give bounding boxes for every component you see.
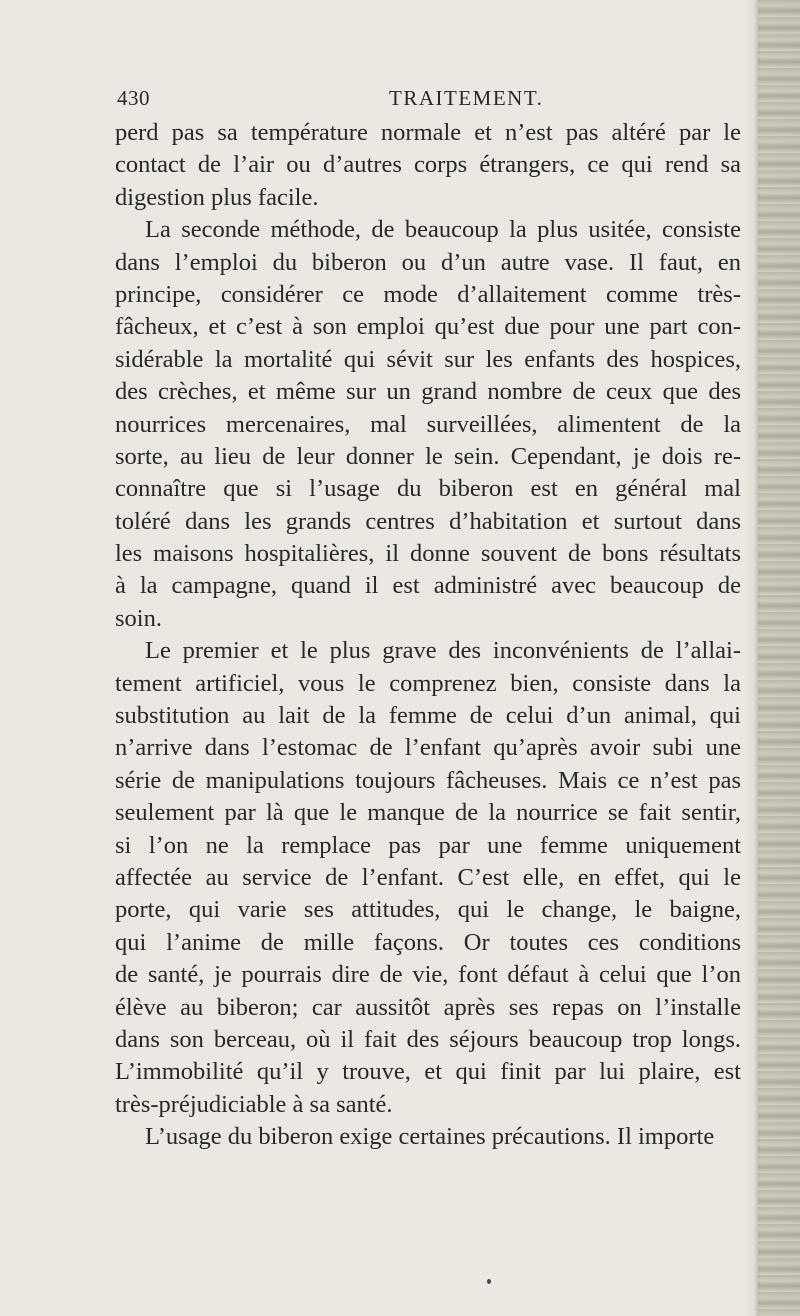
text-line: de santé, je pourrais dire de vie, font défaut à celui que l’on [115,961,741,989]
page-number: 430 [117,86,150,110]
text-line: dans l’emploi du biberon ou d’un autre vase. Il faut, en [115,248,741,276]
text-line: substitution au lait de la femme de celui d’un animal, qui [115,702,741,730]
text-line: digestion plus facile. [115,183,319,211]
text-line: si l’on ne la remplace pas par une femme uniquement [115,831,741,859]
text-line: nourrices mercenaires, mal surveillées, alimentent de la [115,410,741,438]
text-line: série de manipulations toujours fâcheuses. Mais ce n’est pas [115,766,741,794]
text-line: fâcheux, et c’est à son emploi qu’est due pour une part con- [115,313,741,341]
text-line: porte, qui varie ses attitudes, qui le change, le baigne, [115,896,741,924]
text-line: sidérable la mortalité qui sévit sur les enfants des hospices, [115,345,741,373]
text-line: tement artificiel, vous le comprenez bien, consiste dans la [115,669,741,697]
text-line: qui l’anime de mille façons. Or toutes ces conditions [115,928,741,956]
text-line: très-préjudiciable à sa santé. [115,1090,393,1118]
text-line: à la campagne, quand il est administré avec beaucoup de [115,572,741,600]
text-line: L’immobilité qu’il y trouve, et qui finit par lui plaire, est [115,1058,741,1086]
text-line: contact de l’air ou d’autres corps étrangers, ce qui rend sa [115,151,741,179]
book-binding [758,0,800,1316]
text-line: affectée au service de l’enfant. C’est elle, en effet, qui le [115,863,741,891]
text-line: connaître que si l’usage du biberon est en général mal [115,475,741,503]
text-line: n’arrive dans l’estomac de l’enfant qu’après avoir subi une [115,734,741,762]
text-line: principe, considérer ce mode d’allaitement comme très- [115,280,741,308]
text-line: toléré dans les grands centres d’habitation et surtout dans [115,507,741,535]
text-line: élève au biberon; car aussitôt après ses repas on l’installe [115,993,741,1021]
text-line: seulement par là que le manque de la nourrice se fait sentir, [115,799,741,827]
text-line: La seconde méthode, de beaucoup la plus usitée, consiste [145,216,741,244]
text-line: dans son berceau, où il fait des séjours beaucoup trop longs. [115,1025,741,1053]
text-line: sorte, au lieu de leur donner le sein. Cependant, je dois re- [115,442,741,470]
text-line: L’usage du biberon exige certaines précautions. Il importe [145,1123,715,1151]
text-line: perd pas sa température normale et n’est pas altéré par le [115,119,741,146]
running-title: TRAITEMENT. [389,86,544,110]
print-speck [487,1279,491,1284]
text-line: les maisons hospitalières, il donne souvent de bons résultats [115,540,741,568]
text-line: des crèches, et même sur un grand nombre de ceux que des [115,378,741,406]
body-text [115,117,741,1154]
text-line: Le premier et le plus grave des inconvénients de l’allai- [145,637,741,665]
text-line: soin. [115,604,162,632]
page-header [117,86,737,116]
